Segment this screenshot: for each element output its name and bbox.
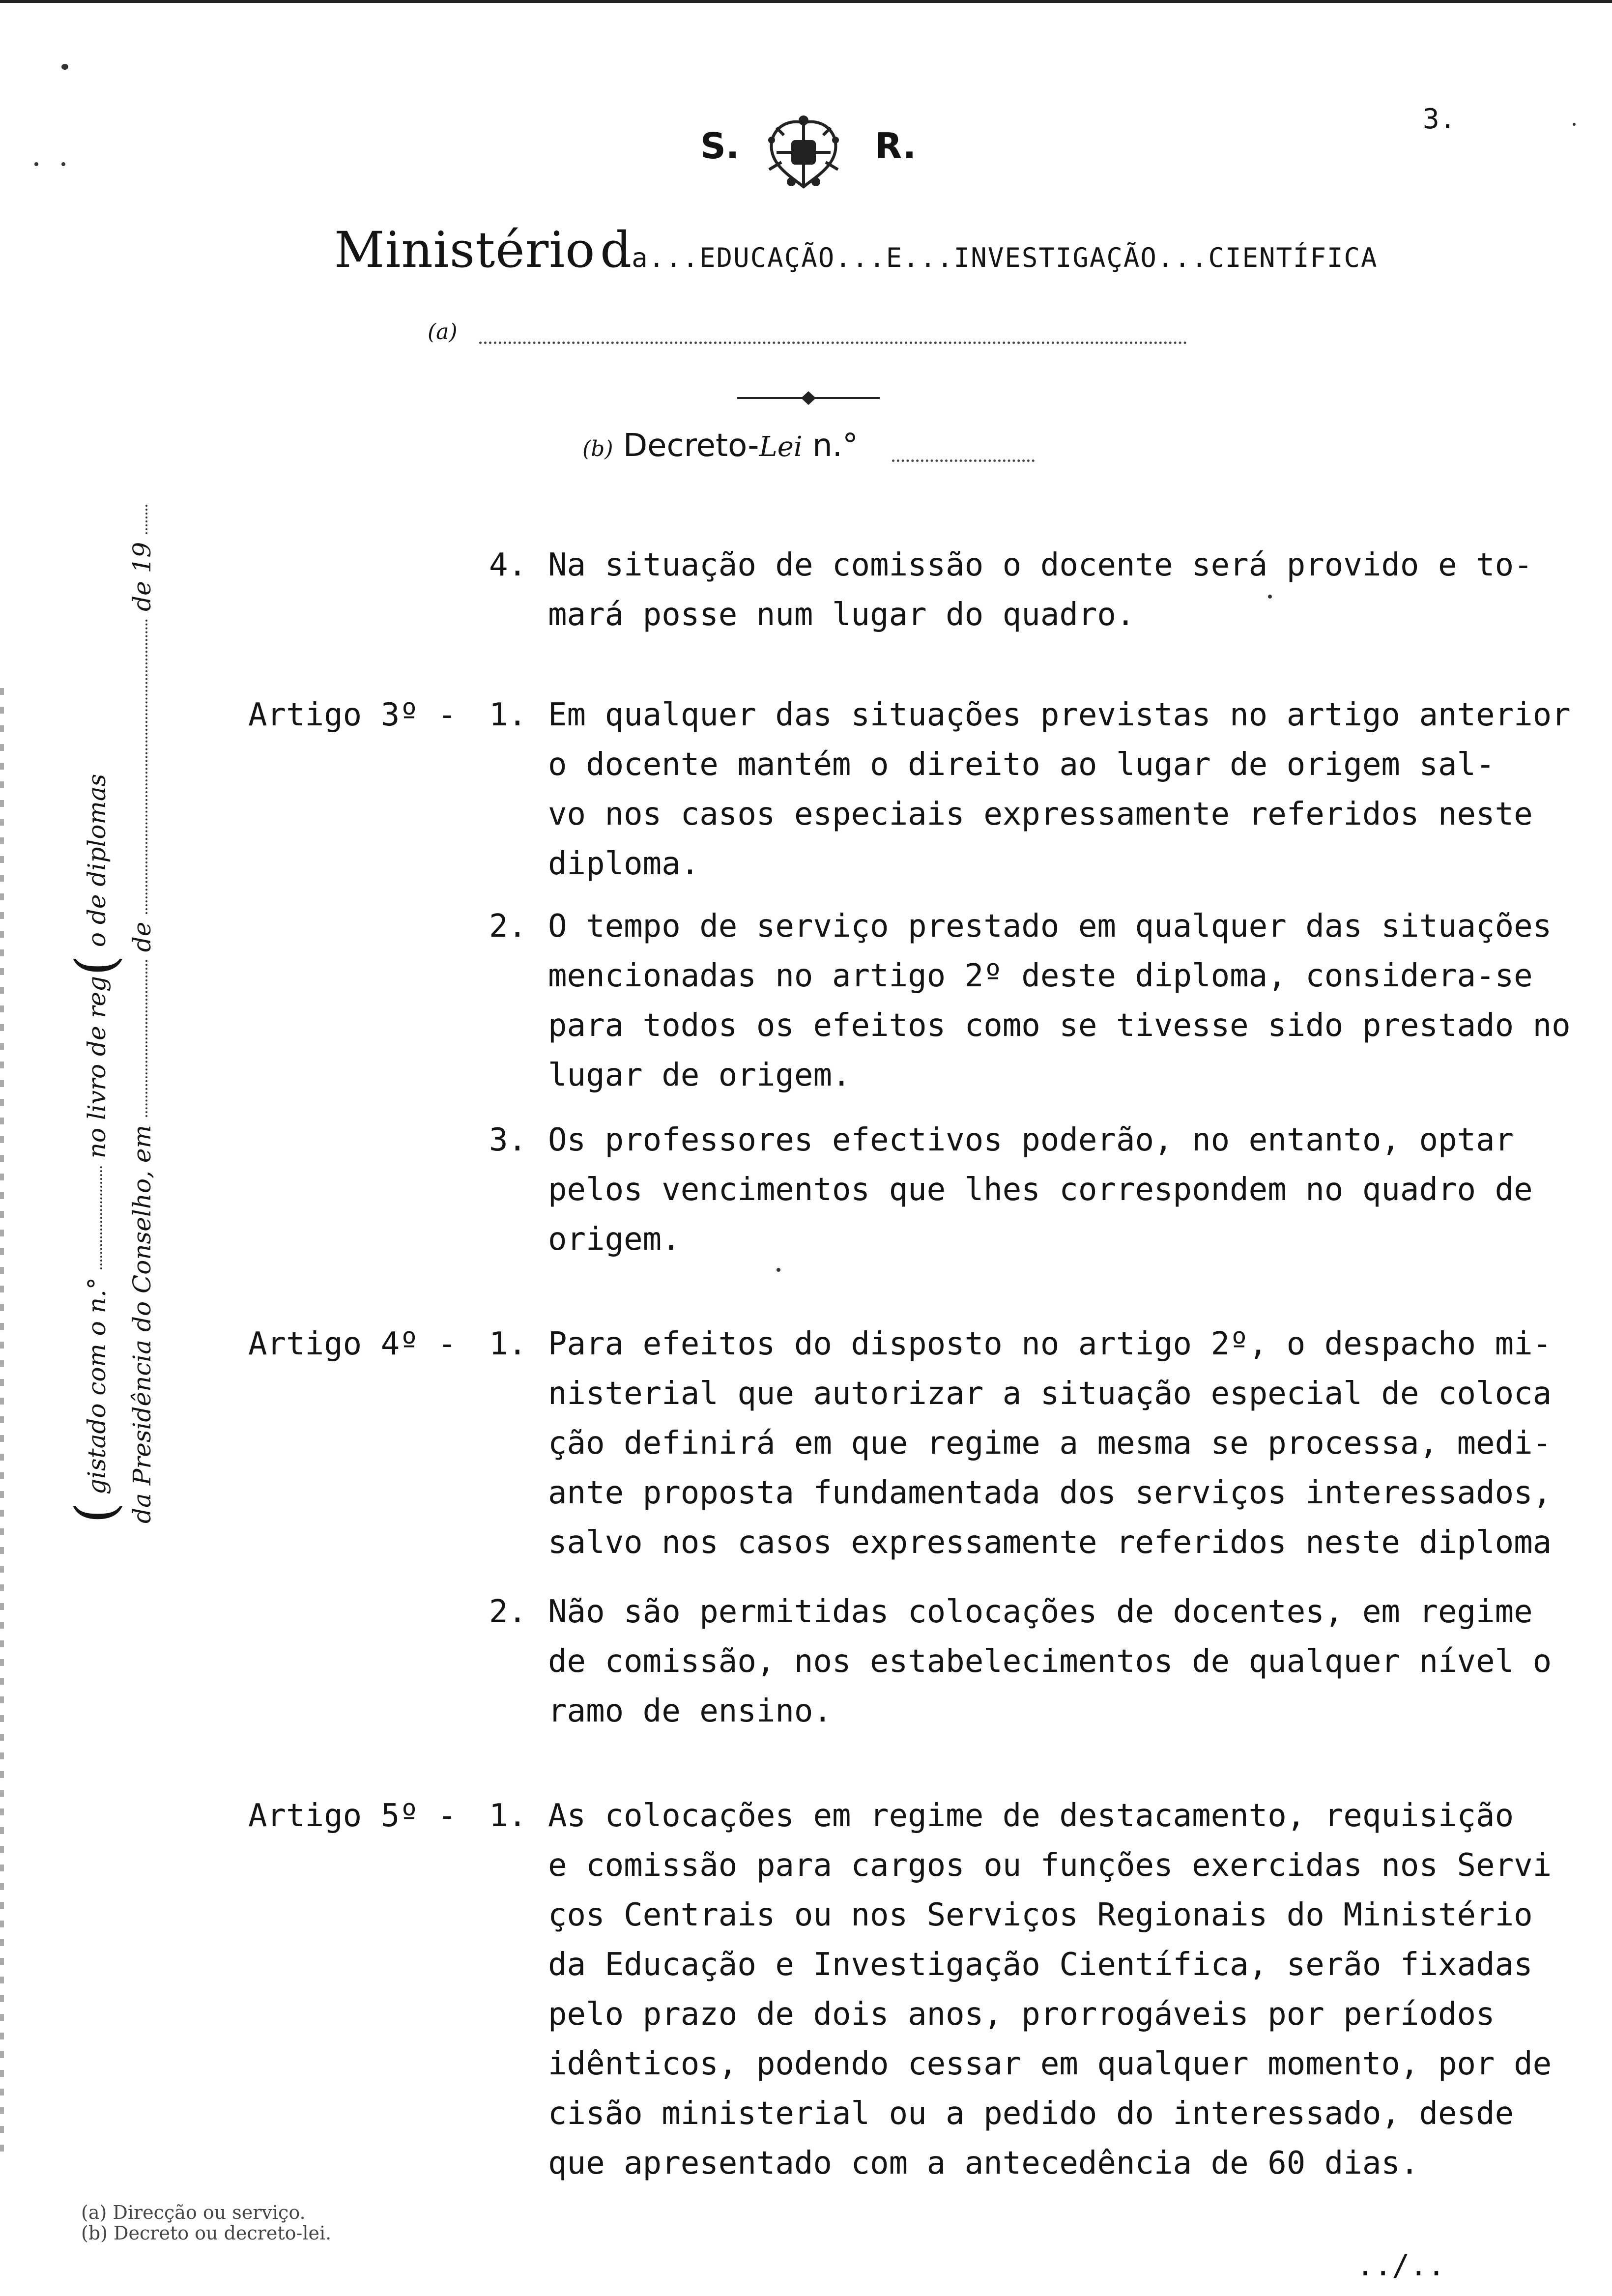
text-line: mará posse num lugar do quadro. [548, 597, 1135, 633]
field-a-dotted-line [479, 342, 1187, 344]
registration-line [64, 774, 127, 1523]
text-line: pelos vencimentos que lhes correspondem no quadro de [548, 1172, 1533, 1208]
registration-text: o de diplomas [83, 774, 111, 947]
footnote: (b) Decreto ou decreto-lei. [81, 2222, 332, 2244]
registration-text: de [128, 921, 156, 952]
scan-speck [61, 64, 68, 70]
registration-text: no livro de reg [83, 976, 111, 1159]
sr-right-letter: R. [875, 125, 917, 167]
text-line: cisão ministerial ou a pedido do interessado, desde [548, 2095, 1514, 2132]
text-line: O tempo de serviço prestado em qualquer das situações [548, 908, 1552, 945]
text-line: pelo prazo de dois anos, prorrogáveis por períodos [548, 1996, 1495, 2033]
field-a-label: (a) [428, 319, 458, 344]
text-line: Para efeitos do disposto no artigo 2º, o despacho mi- [548, 1326, 1552, 1362]
footnote: (a) Direcção ou serviço. [81, 2202, 306, 2223]
dotted-blank [145, 619, 147, 914]
ministry-heading [334, 221, 1378, 279]
paragraph-number: 1. [489, 697, 527, 733]
article-label: Artigo 3º - [248, 697, 457, 733]
text-line: Não são permitidas colocações de docentes, em regime [548, 1594, 1533, 1630]
registration-text: de 19 [128, 542, 156, 611]
article-label: Artigo 4º - [248, 1326, 457, 1362]
decree-number-dotted-line [892, 459, 1035, 462]
decree-handwritten-type: Lei [759, 431, 803, 463]
header-divider-ornament [737, 388, 880, 408]
bracket-mark: ( [64, 1502, 127, 1523]
sr-left-letter: S. [700, 125, 740, 167]
registration-text: da Presidência do Conselho, em [128, 1125, 156, 1523]
scan-speck [34, 162, 38, 166]
decree-line [582, 428, 858, 464]
text-line: origem. [548, 1221, 681, 1258]
dotted-blank [145, 505, 147, 534]
paragraph-body [548, 1791, 1552, 2188]
text-line: da Educação e Investigação Científica, serão fixadas [548, 1947, 1533, 1983]
text-line: Em qualquer das situações previstas no artigo anterior [548, 697, 1571, 733]
text-line: para todos os efeitos como se tivesse sido prestado no [548, 1007, 1571, 1044]
paragraph-number: 2. [489, 908, 527, 945]
ministry-article: d [600, 221, 632, 279]
dotted-blank [145, 960, 147, 1117]
text-line: idênticos, podendo cessar em qualquer momento, por de [548, 2046, 1552, 2082]
paragraph-body [548, 690, 1571, 889]
paragraph-body [548, 1116, 1533, 1264]
paragraph-number: 1. [489, 1326, 527, 1362]
text-line: lugar de origem. [548, 1057, 851, 1093]
text-line: ramo de ensino. [548, 1693, 832, 1729]
decree-marker: (b) [582, 436, 613, 461]
paragraph-body [548, 1320, 1552, 1568]
text-line: diploma. [548, 846, 700, 882]
paragraph-body [548, 541, 1533, 640]
text-line: ços Centrais ou nos Serviços Regionais do Ministério [548, 1897, 1533, 1933]
text-line: As colocações em regime de destacamento, requisição [548, 1798, 1514, 1834]
text-line: salvo nos casos expressamente referidos neste diploma [548, 1524, 1552, 1561]
paragraph-body [548, 902, 1571, 1100]
decree-label: Decreto- [623, 428, 759, 464]
continuation-mark: ../.. [1356, 2248, 1445, 2283]
text-line: nisterial que autorizar a situação especial de coloca [548, 1376, 1552, 1412]
coat-of-arms-emblem [757, 113, 850, 197]
article-label: Artigo 5º - [248, 1798, 457, 1834]
text-line: o docente mantém o direito ao lugar de origem sal- [548, 746, 1495, 783]
scan-speck [777, 1268, 780, 1272]
paragraph-body [548, 1587, 1552, 1736]
ministry-name: a...EDUCAÇÃO...E...INVESTIGAÇÃO...CIENTÍFICA [632, 242, 1378, 273]
text-line: mencionadas no artigo 2º deste diploma, considera-se [548, 958, 1533, 994]
decree-number-label: n.° [802, 428, 858, 464]
text-line: ção definirá em que regime a mesma se processa, medi- [548, 1425, 1552, 1462]
dotted-blank [100, 1166, 102, 1269]
paragraph-number: 3. [489, 1122, 527, 1158]
paragraph-number: 2. [489, 1594, 527, 1630]
text-line: vo nos casos especiais expressamente referidos neste [548, 796, 1533, 832]
paragraph-number: 1. [489, 1798, 527, 1834]
page-number: 3. [1423, 103, 1456, 135]
ministry-prefix: Ministério [334, 221, 596, 279]
bracket-mark: ( [64, 955, 127, 976]
scan-edge-marks [0, 688, 4, 2162]
text-line: e comissão para cargos ou funções exercidas nos Servi [548, 1847, 1552, 1884]
text-line: que apresentado com a antecedência de 60 dias. [548, 2145, 1419, 2181]
scan-speck [1268, 595, 1272, 599]
scan-speck [1573, 123, 1576, 126]
registration-date-line [128, 505, 156, 1523]
paragraph-number: 4. [489, 547, 527, 583]
text-line: Na situação de comissão o docente será provido e to- [548, 547, 1533, 583]
registration-margin-note [64, 542, 156, 1523]
text-line: de comissão, nos estabelecimentos de qualquer nível o [548, 1643, 1552, 1680]
page-top-border [0, 0, 1612, 3]
text-line: Os professores efectivos poderão, no entanto, optar [548, 1122, 1514, 1158]
text-line: ante proposta fundamentada dos serviços interessados, [548, 1475, 1552, 1511]
scan-speck [61, 162, 65, 166]
registration-text: gistado com o n.° [83, 1277, 111, 1495]
